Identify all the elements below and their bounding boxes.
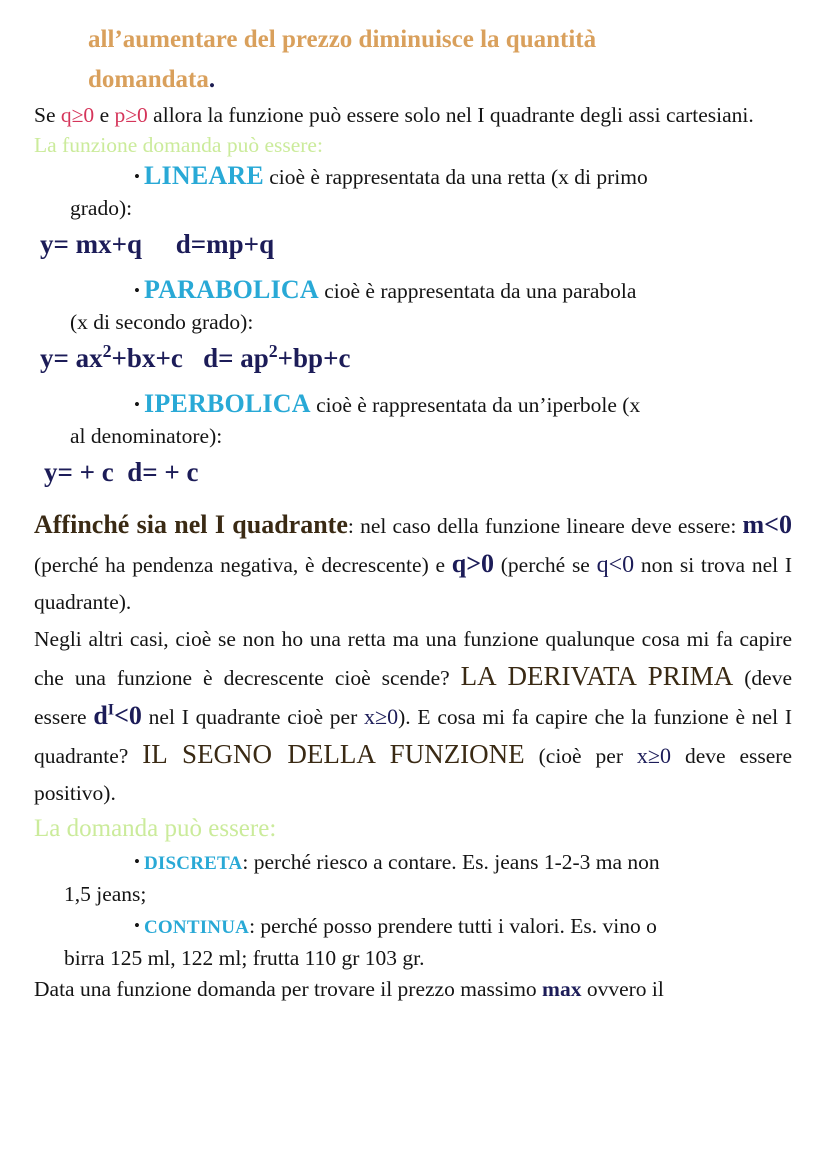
affinche-text-1: : nel caso della funzione lineare deve essere: [347,514,743,538]
math-m-less-zero: m<0 [742,510,792,539]
section-header-la-domanda: La domanda può essere: [34,815,277,842]
keyword-parabolica: PARABOLICA [144,275,319,304]
list-item-discreta [34,846,792,879]
page-title-period: . [208,66,216,93]
discreta-continuation: 1,5 jeans; [64,882,147,906]
footer-paragraph [34,974,792,1004]
math-q-greater-zero: q>0 [451,549,495,578]
derivata-paragraph [34,621,792,812]
derivata-text-6: deve essere positivo). [34,744,792,805]
math-d-superscript: I [107,701,115,719]
keyword-discreta: DISCRETA [144,853,243,874]
math-x-geq-zero-1: x≥0 [364,704,399,729]
intro-paragraph [34,100,792,130]
bullet-icon [88,275,144,307]
page-title-line-2: domandata [88,66,209,93]
page-title [34,22,792,58]
parabolica-description: cioè è rappresentata da una parabola [318,279,637,303]
footer-text-2: ovvero il [581,977,664,1001]
footer-max-keyword: max [542,977,582,1001]
affinche-heading: Affinché sia nel I quadrante [34,510,348,539]
keyword-iperbolica: IPERBOLICA [144,389,311,418]
list-item-parabolica [34,274,792,307]
keyword-lineare: LINEARE [144,161,264,190]
intro-text-3: allora la funzione può essere solo nel I quadrante degli assi cartesiani. [147,103,754,127]
intro-text-1: Se [34,103,61,127]
derivata-text-1: Negli altri casi, cioè se non ho una retta ma una funzione qualunque cosa mi fa capire che una funzione è decrescente cioè scende? [34,627,792,690]
bullet-icon [88,389,144,421]
formula-lineare: y= mx+q d=mp+q [40,229,275,259]
derivata-text-5: (cioè per [524,744,637,768]
affinche-text-2: (perché ha pendenza negativa, è decrescente) e [34,553,452,577]
caps-la-derivata-prima: LA DERIVATA PRIMA [460,661,734,691]
lineare-description: cioè è rappresentata da una retta (x di primo [263,165,648,189]
lineare-continuation: grado): [70,196,133,220]
intro-math-p: p≥0 [114,103,148,127]
list-item-lineare [34,160,792,193]
list-item-iperbolica [34,388,792,421]
iperbolica-description: cioè è rappresentata da un’iperbole (x [310,393,641,417]
section-header-funzione-domanda: La funzione domanda può essere: [34,133,323,157]
parabolica-continuation: (x di secondo grado): [70,310,254,334]
list-item-continua [34,910,792,943]
continua-description: : perché posso prendere tutti i valori. Es. vino o [249,914,657,938]
intro-math-q: q≥0 [60,103,95,127]
keyword-continua: CONTINUA [144,917,250,938]
derivata-text-3: nel I quadrante cioè per [141,705,365,729]
caps-il-segno-della-funzione: IL SEGNO DELLA FUNZIONE [142,739,525,769]
footer-text-1: Data una funzione domanda per trovare il prezzo massimo [34,977,543,1001]
affinche-paragraph [34,506,792,621]
continua-continuation: birra 125 ml, 122 ml; frutta 110 gr 103 gr. [64,946,425,970]
affinche-text-3: (perché se [494,553,597,577]
derivata-text-2: (deve essere [34,666,792,729]
math-x-geq-zero-2: x≥0 [636,743,671,768]
math-d-rest: <0 [114,701,142,730]
derivata-text-4: ). E cosa mi fa capire che la funzione è nel I quadrante? [34,705,793,768]
formula-parabolica: $y= ax^2+bx+c$ $d= ap^2+bp+c$ [40,341,351,373]
math-q-less-zero: q<0 [596,552,635,578]
formula-iperbolica: y= + c d= + c [44,457,199,487]
math-d-prime [93,701,142,730]
page-title-line-1: all’aumentare del prezzo diminuisce la quantità [88,26,597,53]
intro-text-2: e [94,103,115,127]
bullet-icon [88,846,144,878]
discreta-description: : perché riesco a contare. Es. jeans 1-2-3 ma non [242,850,660,874]
bullet-icon [88,910,144,942]
page-title-line-2-row [34,62,792,98]
iperbolica-continuation: al denominatore): [70,424,223,448]
math-d-letter: d [93,701,108,730]
bullet-icon [88,161,144,193]
affinche-text-4: non si trova nel I quadrante). [34,553,792,614]
